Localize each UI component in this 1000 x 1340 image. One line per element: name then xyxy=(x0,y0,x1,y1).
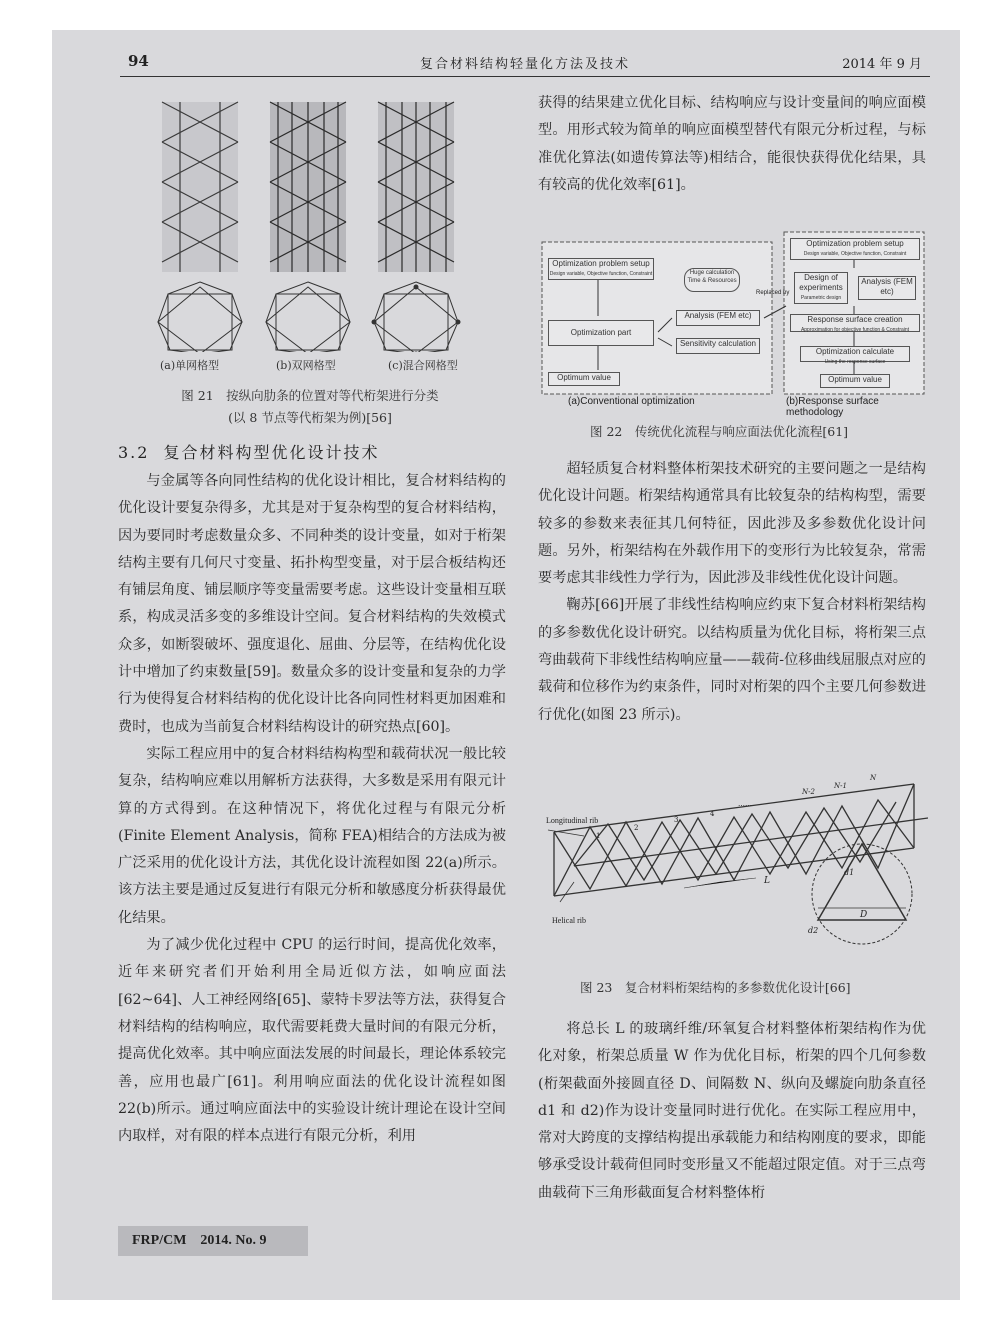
fig23-d2: d2 xyxy=(808,926,819,935)
fig22a-huge-calc: Huge calculation Time & Resources xyxy=(684,268,740,292)
fig23-node-n: N xyxy=(870,774,877,782)
page-number: 94 xyxy=(128,52,149,70)
page-header xyxy=(120,50,930,77)
left-paragraph: 实际工程应用中的复合材料结构构型和载荷状况一般比较复杂，结构响应难以用解析方法获得，大多数是采用有限元计算的方式得到。在这种情况下，将优化过程与有限元分析(Finite Element Analysis，简称 FEA)相结合的方法成为被广泛采用的优化设计方法，其优化设计流程如图 22(a)所示。该方法主要是通过反复进行有限元分析和敏感度分析获得最优化结果。 xyxy=(118,745,506,926)
right-paragraph: 将总长 L 的玻璃纤维/环氧复合材料整体桁架结构作为优化对象，桁架总质量 W 作为优化目标，桁架的四个几何参数(桁架截面外接圆直径 D、间隔数 N、纵向及螺旋向肋条直径 d1 和 d2)作为设计变量同时进行优化。在实际工程应用中，常对大跨度的支撑结构提出承载能力和结构刚度的要求，即能够承受设计载荷但同时变形量又不能超过限定值。对于三点弯曲载荷下三角形截面复合材料整体桁 xyxy=(538,1021,926,1201)
fig22b-doe-sub: Parametric design xyxy=(800,295,842,301)
fig22a-setup-box xyxy=(548,258,654,280)
fig22b-optimum: Optimum value xyxy=(820,374,890,388)
right-column-middle xyxy=(538,456,926,729)
fig22-replaced-by: Replaced by xyxy=(756,290,790,296)
fig23-d1: d1 xyxy=(844,868,855,877)
right-column-bottom xyxy=(538,1016,926,1207)
left-paragraph: 为了减少优化过程中 CPU 的运行时间，提高优化效率，近年来研究者们开始利用全局近似方法，如响应面法[62~64]、人工神经网络[65]、蒙特卡罗法等方法，获得复合材料结构的结构响应，取代需要耗费大量时间的有限元分析，提高优化效率。其中响应面法发展的时间最长，理论体系较完善，应用也最广[61]。利用响应面法的优化设计流程如图 22(b)所示。通过响应面法中的实验设计统计理论在设计空间内取样，对有限的样本点进行有限元分析，利用 xyxy=(118,937,506,1145)
left-paragraph: 与金属等各向同性结构的优化设计相比，复合材料结构的优化设计要复杂得多，尤其是对于复杂构型的复合材料结构，因为要同时考虑数量众多、不同种类的设计变量，如对于桁架结构主要有几何尺寸变量、拓扑构型变量，对于层合板结构还有铺层角度、铺层顺序等变量需要考虑。这些设计变量相互联系，构成灵活多变的多维设计空间。复合材料结构的失效模式众多，如断裂破坏、强度退化、屈曲、分层等，在结构优化设计中增加了约束数量[59]。数量众多的设计变量和复杂的力学行为使得复合材料结构的优化设计比各向同性材料更加困难和费时，也成为当前复合材料结构设计的研究热点[60]。 xyxy=(118,473,506,735)
fig21-label-a: (a)单网格型 xyxy=(160,359,220,372)
fig22-caption: 图 22 传统优化流程与响应面法优化流程[61] xyxy=(590,424,849,439)
fig22b-rsc-box xyxy=(790,314,920,332)
fig22a-opt-part: Optimization part xyxy=(548,320,654,346)
fig22b-rsc: Response surface creation xyxy=(807,315,903,324)
fig23-node-n-1: N-1 xyxy=(834,782,847,790)
fig21-label-b: (b)双网格型 xyxy=(276,359,336,372)
fig22a-label: (a)Conventional optimization xyxy=(568,396,695,407)
fig22b-doe xyxy=(794,272,848,304)
fig22b-calc-sub: Using the response surface xyxy=(824,359,886,365)
page-footer: FRP/CM 2014. No. 9 xyxy=(118,1226,308,1256)
fig23-diameter-D: D xyxy=(860,910,868,920)
fig22b-label: (b)Response surface methodology xyxy=(786,396,879,418)
fig21-caption-line1: 图 21 按纵向肋条的位置对等代桁架进行分类 xyxy=(181,388,439,403)
truss-a-single-grid xyxy=(158,102,242,352)
fig23-longitudinal-label: Longitudinal rib xyxy=(546,816,599,825)
fig22b-analysis: Analysis (FEM etc) xyxy=(858,276,916,300)
right-column-top xyxy=(538,90,926,199)
section-number: 3.2 xyxy=(118,443,150,462)
fig22a-analysis: Analysis (FEM etc) xyxy=(676,310,760,326)
fig22b-setup-box xyxy=(790,238,920,260)
fig23-node-3: 3 xyxy=(674,816,679,824)
fig23-truss-drawing xyxy=(544,770,928,950)
issue-date: 2014 年 9 月 xyxy=(842,57,922,72)
fig22b-setup-title: Optimization problem setup xyxy=(806,239,904,248)
section-title: 复合材料构型优化设计技术 xyxy=(163,443,380,462)
right-paragraph: 鞠苏[66]开展了非线性结构响应约束下复合材料桁架结构的多参数优化设计研究。以结构质量为优化目标，将桁架三点弯曲载荷下非线性结构响应量——载荷-位移曲线屈服点对应的载荷和位移作为约束条件，同时对桁架的四个主要几何参数进行优化(如图 23 所示)。 xyxy=(538,597,926,723)
fig22b-calc-box xyxy=(800,346,910,365)
fig21-caption-line2: (以 8 节点等代桁架为例)[56] xyxy=(228,410,392,425)
fig22a-setup-title: Optimization problem setup xyxy=(552,259,650,268)
fig23-helical-label: Helical rib xyxy=(552,916,586,925)
right-paragraph: 超轻质复合材料整体桁架技术研究的主要问题之一是结构优化设计问题。桁架结构通常具有比较复杂的结构构型，需要较多的参数来表征其几何特征，因此涉及多参数优化设计问题。另外，桁架结构在外载作用下的变形行为比较复杂，常需要考虑其非线性力学行为，因此涉及非线性优化设计问题。 xyxy=(538,461,926,587)
fig22b-calc: Optimization calculate xyxy=(815,347,895,356)
fig23-node-4: 4 xyxy=(710,810,715,818)
fig23-node-n-2: N-2 xyxy=(802,788,815,796)
fig23-node-1: 1 xyxy=(596,832,601,840)
truss-c-mixed-grid xyxy=(372,102,461,352)
fig22b-doe-label: Design of experiments xyxy=(799,273,843,292)
figure-21-truss-columns xyxy=(150,92,480,352)
fig22b-setup-sub: Design variable, Objective function, Constraint xyxy=(803,251,907,257)
journal-title: 复合材料结构轻量化方法及技术 xyxy=(419,57,630,72)
fig22a-setup-sub: Design variable, Objective function, Constraint xyxy=(549,271,653,277)
left-column-body xyxy=(118,468,506,1150)
truss-b-double-grid xyxy=(266,102,350,352)
fig21-label-c: (c)混合网格型 xyxy=(388,359,458,372)
section-heading xyxy=(118,440,379,463)
fig23-node-2: 2 xyxy=(634,824,639,832)
fig22a-sensitivity: Sensitivity calculation xyxy=(676,338,760,354)
figure-22-flowcharts xyxy=(538,228,928,418)
fig23-length-L: L xyxy=(764,876,770,886)
right-paragraph-continuation: 获得的结果建立优化目标、结构响应与设计变量间的响应面模型。用形式较为简单的响应面模型替代有限元分析过程，与标准优化算法(如遗传算法等)相结合，能很快获得优化结果，具有较高的优化效率[61]。 xyxy=(538,95,926,193)
fig22a-optimum: Optimum value xyxy=(548,372,620,386)
figure-23-truss-diagram xyxy=(544,770,928,950)
fig22b-rsc-sub: Approximation for objective function & Constraint xyxy=(800,327,910,333)
fig23-caption: 图 23 复合材料桁架结构的多参数优化设计[66] xyxy=(580,980,851,995)
fig23-node-ellipsis: …… xyxy=(738,800,752,808)
